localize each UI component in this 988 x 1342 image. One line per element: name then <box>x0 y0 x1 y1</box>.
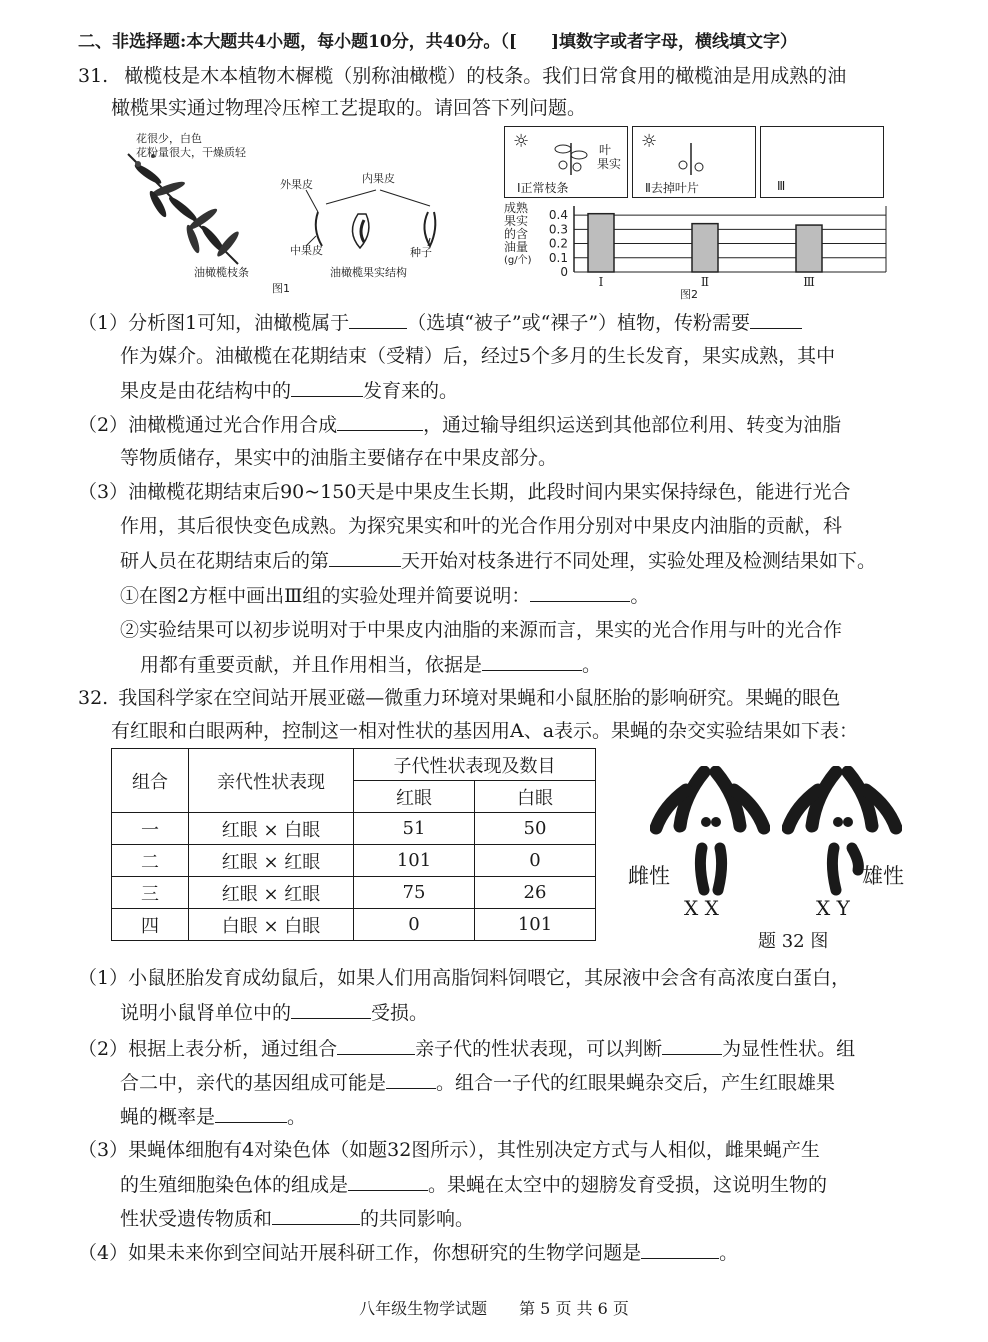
y-axis-label <box>504 202 540 267</box>
header-white: 白眼 <box>475 781 596 813</box>
xx-label: X X <box>684 896 719 920</box>
figure-32-caption: 题 32 图 <box>758 931 829 952</box>
q31-sub1-text-a: （1）分析图1可知，油橄榄属于 <box>78 312 350 334</box>
answer-blank[interactable] <box>291 378 363 397</box>
flower-note-2: 花粉量很大，干燥质轻 <box>136 146 246 159</box>
y-tick-label: 0.3 <box>548 222 568 237</box>
inner-peel-label: 内果皮 <box>362 172 395 185</box>
q31-sub3-text-e: ①在图2方框中画出Ⅲ组的实验处理并简要说明： <box>120 585 531 607</box>
answer-blank[interactable] <box>662 1036 722 1055</box>
q31-sub3-text-i: 。 <box>582 654 602 676</box>
q32-sub2-line2 <box>120 1070 835 1095</box>
treatment-box-3[interactable] <box>760 126 884 198</box>
q31-sub1-text-b: （选填“被子”或“裸子”）植物，传粉需要 <box>407 312 751 334</box>
answer-blank[interactable] <box>349 310 407 329</box>
treatment-box-2 <box>632 126 756 198</box>
cell-parent: 红眼 × 红眼 <box>189 845 354 877</box>
q32-sub3-line3 <box>120 1206 474 1231</box>
bar <box>796 225 822 272</box>
q32-sub2-text-e: 。组合一子代的红眼果蝇杂交后，产生红眼雄果 <box>436 1072 836 1094</box>
cell-group: 一 <box>112 813 189 845</box>
q31-sub1-line3 <box>120 378 458 403</box>
cell-red: 0 <box>354 909 475 941</box>
olive-fruit-illustration <box>288 184 488 264</box>
y-label-line-2: 果实 <box>504 214 529 228</box>
q32-sub4-text-b: 。 <box>719 1242 739 1264</box>
page-footer: 八年级生物学试题 第 5 页 共 6 页 <box>359 1299 629 1318</box>
box-3-label: Ⅲ <box>777 179 786 193</box>
answer-blank[interactable] <box>530 583 630 602</box>
answer-blank[interactable] <box>337 1036 415 1055</box>
fruit-structure-label: 油橄榄果实结构 <box>330 266 407 279</box>
middle-peel-label: 中果皮 <box>290 244 323 257</box>
flower-note-1: 花很少，白色 <box>136 132 202 145</box>
q32-sub4-line1 <box>78 1240 738 1265</box>
seed-label: 种子 <box>410 246 432 259</box>
q32-sub3-text-c: 。果蝇在太空中的翅膀发育受损，这说明生物的 <box>428 1174 828 1196</box>
q32-sub1-line1: （1）小鼠胚胎发育成幼鼠后，如果人们用高脂饲料饲喂它，其尿液中会含有高浓度白蛋白， <box>78 967 851 989</box>
q32-intro-line1 <box>78 686 840 710</box>
q32-intro-line2: 有红眼和白眼两种，控制这一相对性状的基因用A、a表示。果蝇的杂交实验结果如下表： <box>111 720 859 742</box>
cell-group: 四 <box>112 909 189 941</box>
chromosome-figure <box>622 766 922 956</box>
cell-white: 26 <box>475 877 596 909</box>
box-2-label: Ⅱ去掉叶片 <box>645 181 699 195</box>
header-parent: 亲代性状表现 <box>189 749 354 813</box>
answer-blank[interactable] <box>337 412 423 431</box>
q32-sub2-text-d: 合二中，亲代的基因组成可能是 <box>120 1072 387 1094</box>
q31-sub3-text-d: 天开始对枝条进行不同处理，实验处理及检测结果如下。 <box>401 550 877 572</box>
cell-parent: 红眼 × 红眼 <box>189 877 354 909</box>
outer-peel-label: 外果皮 <box>280 178 313 191</box>
table-row <box>112 845 596 877</box>
cell-red: 101 <box>354 845 475 877</box>
q32-sub1-text-b: 说明小鼠肾单位中的 <box>120 1002 292 1024</box>
q31-number: 31. <box>78 65 109 87</box>
q31-sub2-text-a: （2）油橄榄通过光合作用合成 <box>78 414 338 436</box>
cell-red: 75 <box>354 877 475 909</box>
figure-1-caption: 图1 <box>272 282 290 295</box>
sun-icon: ☼ <box>513 131 530 152</box>
q32-sub1-line2 <box>120 1000 428 1025</box>
q32-sub3-line1: （3）果蝇体细胞有4对染色体（如题32图所示），其性别决定方式与人相似，雌果蝇产生 <box>78 1139 820 1161</box>
q31-sub3-text-h: 用都有重要贡献，并且作用相当，依据是 <box>140 654 483 676</box>
q31-sub1-line2: 作为媒介。油橄榄在花期结束（受精）后，经过5个多月的生长发育，果实成熟，其中 <box>120 345 836 367</box>
cell-group: 二 <box>112 845 189 877</box>
answer-blank[interactable] <box>641 1240 719 1259</box>
oil-content-chart <box>502 200 890 300</box>
x-tick-label: Ⅱ <box>700 275 710 289</box>
q31-sub3-line2: 作用，其后很快变色成熟。为探究果实和叶的光合作用分别对中果皮内油脂的贡献，科 <box>120 515 843 537</box>
answer-blank[interactable] <box>386 1070 436 1089</box>
male-label: 雄性 <box>862 864 904 888</box>
q31-sub3-text-f: 。 <box>630 585 650 607</box>
y-label-line-4: 油量 <box>504 240 529 254</box>
cell-white: 0 <box>475 845 596 877</box>
q32-sub2-text-c: 为显性性状。组 <box>722 1038 856 1060</box>
q31-sub3-line1: （3）油橄榄花期结束后90~150天是中果皮生长期，此段时间内果实保持绿色，能进行光合 <box>78 481 851 503</box>
cell-white: 101 <box>475 909 596 941</box>
q32-sub2-text-g: 。 <box>287 1106 307 1128</box>
q31-intro-line2: 橄榄果实通过物理冷压榨工艺提取的。请回答下列问题。 <box>111 97 587 119</box>
table-row <box>112 909 596 941</box>
q32-sub3-text-e: 的共同影响。 <box>360 1208 475 1230</box>
q31-sub3-line6 <box>140 652 601 677</box>
figure-1 <box>108 124 488 294</box>
figure-2-caption: 图2 <box>680 288 698 301</box>
y-label-line-5: (g/个) <box>504 255 532 266</box>
q32-sub4-text-a: （4）如果未来你到空间站开展科研工作，你想研究的生物学问题是 <box>78 1242 642 1264</box>
q31-sub1-text-d: 果皮是由花结构中的 <box>120 380 292 402</box>
answer-blank[interactable] <box>750 310 802 329</box>
answer-blank[interactable] <box>291 1000 371 1019</box>
cross-results-table <box>111 748 596 941</box>
q32-number: 32. <box>78 687 109 709</box>
q32-sub3-line2 <box>120 1172 827 1197</box>
q32-sub3-text-d: 性状受遗传物质和 <box>120 1208 273 1230</box>
cell-red: 51 <box>354 813 475 845</box>
q31-sub2-line2: 等物质储存，果实中的油脂主要储存在中果皮部分。 <box>120 447 558 469</box>
bar <box>588 214 614 272</box>
y-label-line-3: 的含 <box>504 227 529 241</box>
answer-blank[interactable] <box>348 1172 428 1191</box>
y-tick-label: 0.2 <box>548 236 568 251</box>
q32-sub2-line3 <box>120 1104 306 1129</box>
q32-sub2-line1 <box>78 1036 855 1061</box>
x-tick-label: Ⅰ <box>598 275 604 289</box>
q31-sub2-line1 <box>78 412 841 437</box>
q31-sub1-text-e: 发育来的。 <box>363 380 459 402</box>
cell-group: 三 <box>112 877 189 909</box>
q32-sub2-text-f: 蝇的概率是 <box>120 1106 216 1128</box>
q32-intro-text1: 我国科学家在空间站开展亚磁—微重力环境对果蝇和小鼠胚胎的影响研究。果蝇的眼色 <box>118 687 841 709</box>
branch-without-leaf-icon <box>669 135 719 181</box>
figure-2 <box>502 124 890 300</box>
xy-label: X Y <box>816 896 850 920</box>
cell-parent: 红眼 × 白眼 <box>189 813 354 845</box>
q31-sub3-line4 <box>120 583 649 608</box>
y-label-line-1: 成熟 <box>504 201 529 215</box>
sun-icon: ☼ <box>641 131 658 152</box>
header-red: 红眼 <box>354 781 475 813</box>
y-tick-label: 0 <box>560 265 568 279</box>
y-tick-label: 0.1 <box>548 250 568 265</box>
q31-sub3-line3 <box>120 548 876 573</box>
q32-sub2-text-b: 亲子代的性状表现，可以判断 <box>415 1038 663 1060</box>
header-offspring: 子代性状表现及数目 <box>354 749 596 781</box>
branch-with-leaf-icon <box>541 135 601 181</box>
q32-sub3-text-b: 的生殖细胞染色体的组成是 <box>120 1174 349 1196</box>
treatment-box-1 <box>504 126 628 198</box>
answer-blank[interactable] <box>482 652 582 671</box>
q32-sub1-text-c: 受损。 <box>371 1002 429 1024</box>
fruit-label: 果实 <box>597 157 622 171</box>
q31-sub2-text-b: ，通过输导组织运送到其他部位利用、转变为油脂 <box>423 414 842 436</box>
q31-intro-text1: 橄榄枝是木本植物木樨榄（别称油橄榄）的枝条。我们日常食用的橄榄油是用成熟的油 <box>124 65 847 87</box>
header-group: 组合 <box>112 749 189 813</box>
cell-white: 50 <box>475 813 596 845</box>
q31-sub3-line5: ②实验结果可以初步说明对于中果皮内油脂的来源而言，果实的光合作用与叶的光合作 <box>120 619 843 641</box>
q31-sub1-line1 <box>78 310 802 335</box>
box-1-label: Ⅰ正常枝条 <box>517 181 569 195</box>
x-tick-label: Ⅲ <box>803 275 815 289</box>
q32-sub2-text-a: （2）根据上表分析，通过组合 <box>78 1038 338 1060</box>
table-row <box>112 877 596 909</box>
q31-intro-line1 <box>78 64 846 88</box>
female-label: 雌性 <box>628 864 670 888</box>
y-tick-label: 0.4 <box>548 208 568 223</box>
answer-blank[interactable] <box>272 1206 360 1225</box>
section-header: 二、非选择题:本大题共4小题，每小题10分，共40分。（[ ]填数字或者字母，横线填文字） <box>78 32 798 52</box>
table-row <box>112 813 596 845</box>
cell-parent: 白眼 × 白眼 <box>189 909 354 941</box>
bar <box>692 224 718 272</box>
olive-branch-illustration <box>108 144 258 274</box>
answer-blank[interactable] <box>329 548 401 567</box>
leaf-label: 叶 <box>599 143 612 157</box>
branch-label: 油橄榄枝条 <box>194 266 249 279</box>
q31-sub3-text-c: 研人员在花期结束后的第 <box>120 550 330 572</box>
answer-blank[interactable] <box>215 1104 287 1123</box>
